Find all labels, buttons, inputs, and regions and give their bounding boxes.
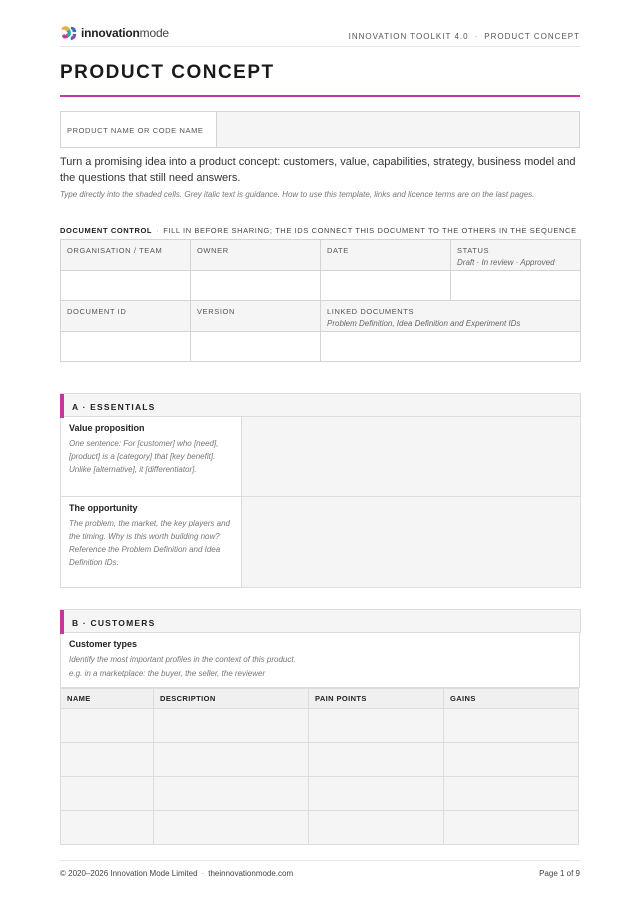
value-proposition-guide: One sentence: For [customer] who [need], [product] is a [category] that [key benefit]. Unlike [alternative], it [differentiator]. [69, 439, 219, 474]
section-b-header [60, 609, 581, 633]
document-control-table [60, 239, 581, 362]
copyright-text: © 2020–2026 Innovation Mode Limited [60, 869, 198, 878]
table-cell[interactable] [309, 811, 444, 845]
title-rule [60, 95, 580, 97]
linked-documents-input[interactable] [321, 332, 581, 362]
date-label: DATE [321, 240, 451, 271]
owner-input[interactable] [191, 271, 321, 301]
customer-types-table [60, 688, 579, 845]
document-control-heading: DOCUMENT CONTROL · FILL IN BEFORE SHARING; THE IDS CONNECT THIS DOCUMENT TO THE OTHERS IN THE SEQUENCE [60, 226, 577, 235]
section-a-header [60, 393, 581, 417]
page-header [60, 24, 580, 46]
table-cell[interactable] [444, 743, 579, 777]
table-cell[interactable] [444, 709, 579, 743]
opportunity-input[interactable] [242, 497, 580, 587]
opportunity-row [60, 497, 581, 588]
version-label: VERSION [191, 301, 321, 332]
table-row [61, 743, 579, 777]
owner-label: OWNER [191, 240, 321, 271]
product-name-row [60, 111, 580, 148]
product-name-input[interactable] [217, 112, 579, 147]
section-customers [60, 609, 581, 845]
table-row [61, 777, 579, 811]
page-number: Page 1 of 9 [539, 869, 580, 878]
table-cell[interactable] [309, 777, 444, 811]
table-cell[interactable] [61, 709, 154, 743]
page-title: PRODUCT CONCEPT [60, 62, 275, 83]
innovationmode-logo-icon [60, 24, 78, 42]
status-input[interactable] [451, 271, 581, 301]
footer-copyright: © 2020–2026 Innovation Mode Limited · theinnovationmode.com [60, 869, 294, 878]
section-a-title: A · ESSENTIALS [72, 402, 156, 412]
header-breadcrumb: INNOVATION TOOLKIT 4.0 · PRODUCT CONCEPT [348, 32, 580, 41]
table-row [61, 811, 579, 845]
table-cell[interactable] [309, 743, 444, 777]
document-control-note: FILL IN BEFORE SHARING; THE IDS CONNECT THIS DOCUMENT TO THE OTHERS IN THE SEQUENCE [163, 226, 577, 235]
logo [60, 24, 169, 42]
logo-text-light: mode [139, 26, 169, 40]
table-row [61, 709, 579, 743]
status-label: STATUS Draft · In review · Approved [451, 240, 581, 271]
column-header-name: NAME [61, 689, 154, 709]
version-input[interactable] [191, 332, 321, 362]
table-cell[interactable] [61, 743, 154, 777]
status-options: Draft · In review · Approved [457, 258, 555, 267]
customer-types-title: Customer types [69, 639, 138, 649]
table-cell[interactable] [61, 811, 154, 845]
customer-types-guide: Identify the most important profiles in the context of this product. [69, 655, 296, 664]
value-proposition-input[interactable] [242, 417, 580, 496]
table-cell[interactable] [444, 777, 579, 811]
table-cell[interactable] [154, 743, 309, 777]
header-divider [60, 46, 580, 47]
section-accent-bar [60, 394, 64, 418]
customer-types-example: e.g. in a marketplace: the buyer, the seller, the reviewer [69, 669, 266, 678]
org-team-label: ORGANISATION / TEAM [61, 240, 191, 271]
product-name-label: PRODUCT NAME OR CODE NAME [61, 112, 217, 147]
column-header-description: DESCRIPTION [154, 689, 309, 709]
value-proposition-title: Value proposition [69, 423, 145, 433]
table-cell[interactable] [154, 811, 309, 845]
footer-divider [60, 860, 580, 861]
document-control-title: DOCUMENT CONTROL [60, 226, 153, 235]
customer-types-intro [60, 633, 580, 688]
date-input[interactable] [321, 271, 451, 301]
guidance-text: Type directly into the shaded cells. Grey italic text is guidance. How to use this template, links and licence terms are on the last pages. [60, 190, 535, 199]
linked-documents-label: LINKED DOCUMENTS Problem Definition, Idea Definition and Experiment IDs [321, 301, 581, 332]
toolkit-label: INNOVATION TOOLKIT 4.0 [348, 32, 469, 41]
table-cell[interactable] [61, 777, 154, 811]
section-b-title: B · CUSTOMERS [72, 618, 156, 628]
org-team-input[interactable] [61, 271, 191, 301]
table-cell[interactable] [444, 811, 579, 845]
logo-text-bold: innovation [81, 26, 140, 40]
table-cell[interactable] [154, 709, 309, 743]
section-essentials [60, 393, 581, 588]
opportunity-title: The opportunity [69, 503, 138, 513]
document-id-input[interactable] [61, 332, 191, 362]
column-header-pain-points: PAIN POINTS [309, 689, 444, 709]
opportunity-guide: The problem, the market, the key players and the timing. Why is this worth building now? Reference the Problem Definition and Idea Definition IDs. [69, 519, 230, 567]
table-cell[interactable] [309, 709, 444, 743]
intro-text: Turn a promising idea into a product concept: customers, value, capabilities, strategy, business model and the questions that still need answers. [60, 156, 576, 184]
table-cell[interactable] [154, 777, 309, 811]
section-accent-bar [60, 610, 64, 634]
value-proposition-row [60, 417, 581, 497]
linked-documents-hint: Problem Definition, Idea Definition and Experiment IDs [327, 319, 521, 328]
column-header-gains: GAINS [444, 689, 579, 709]
site-link[interactable]: theinnovationmode.com [208, 869, 294, 878]
doc-type-label: PRODUCT CONCEPT [484, 32, 580, 41]
document-id-label: DOCUMENT ID [61, 301, 191, 332]
